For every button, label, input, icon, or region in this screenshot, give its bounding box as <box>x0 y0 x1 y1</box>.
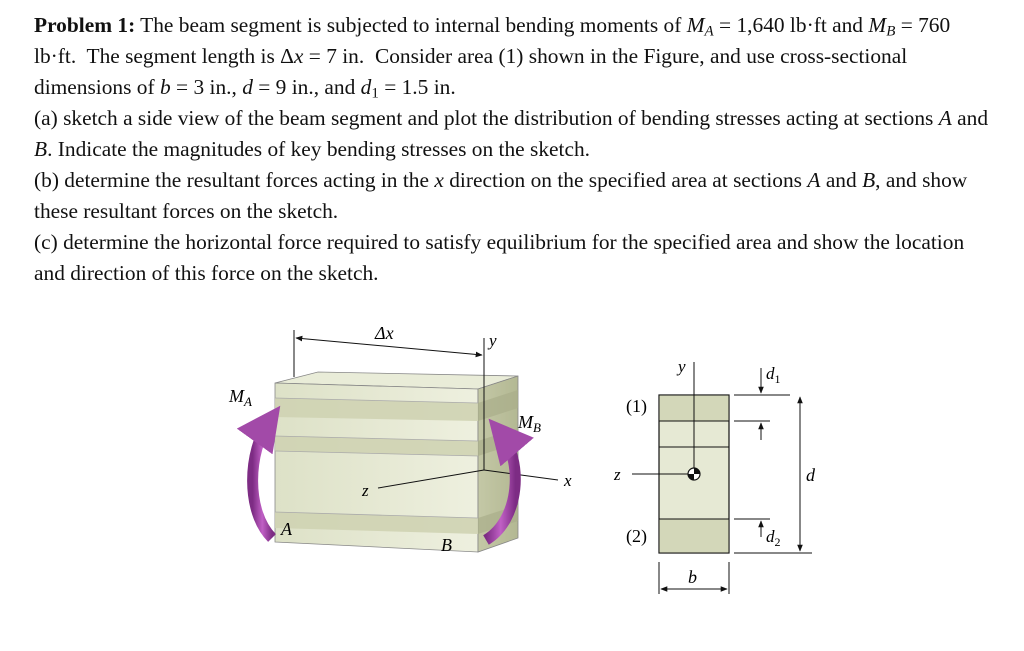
part-a-section-a: A <box>938 106 952 130</box>
d2-label-sym: d <box>766 527 775 546</box>
part-c-text: (c) determine the horizontal force required to satisfy equilibrium for the specified area and show the location and direction of this force on the sketch. <box>34 230 965 285</box>
mb-label-sym: M <box>518 412 533 432</box>
part-a-text-1: (a) sketch a side view of the beam segment and plot the distribution of bending stresses acting at sections <box>34 106 934 130</box>
part-a <box>34 103 996 165</box>
intro-text-3: Consider area (1) shown in the Figure, and use cross-sectional dimensions of <box>34 44 908 99</box>
ma-value: = 1,640 lb·ft and <box>719 13 863 37</box>
beam-3d <box>275 372 518 552</box>
section-y-label: y <box>678 357 686 376</box>
d-value: = 9 in., and <box>258 75 356 99</box>
section-a-label: A <box>281 519 292 539</box>
intro-text-1: The beam segment is subjected to internal bending moments of <box>140 13 682 37</box>
area-2 <box>659 519 729 553</box>
problem-paragraph <box>34 10 996 103</box>
ma-label <box>228 386 252 409</box>
part-b-text-3: , and show these resultant forces on the sketch. <box>34 168 968 223</box>
part-b-text-1: (b) determine the resultant forces acting in the <box>34 168 429 192</box>
mb-value: = 760 lb·ft. <box>34 13 951 68</box>
d1-label-sym: d <box>766 364 775 383</box>
delta-x-var: x <box>293 44 304 68</box>
ma-label-sym: M <box>229 386 244 406</box>
section-z-label: z <box>614 465 621 484</box>
d-label: d <box>806 465 815 485</box>
part-b-section-b: B <box>862 168 876 192</box>
intro-text-2: The segment length is Δ <box>86 44 294 68</box>
area-2-label: (2) <box>626 526 647 546</box>
d1-subscript: 1 <box>371 85 379 102</box>
part-b-section-a: A <box>807 168 821 192</box>
moment-ma <box>228 386 272 538</box>
part-b-and: and <box>825 168 857 192</box>
d2-label <box>766 527 781 549</box>
part-b-text-2: direction on the specified area at sections <box>449 168 803 192</box>
mb-subscript: B <box>886 23 896 40</box>
d1-symbol: d <box>360 75 372 99</box>
part-b <box>34 165 996 227</box>
beam-x-label: x <box>564 471 572 490</box>
d1-label-sub: 1 <box>774 372 781 386</box>
d-symbol: d <box>242 75 253 99</box>
part-a-section-b: B <box>34 137 48 161</box>
part-a-and: and <box>957 106 989 130</box>
ma-symbol: M <box>686 13 705 37</box>
mb-label <box>517 412 541 435</box>
b-label: b <box>688 567 697 587</box>
problem-label: Problem 1: <box>34 13 136 37</box>
area-1-label: (1) <box>626 396 647 416</box>
part-a-text-2: . Indicate the magnitudes of key bending stresses on the sketch. <box>47 137 591 161</box>
beam-y-label: y <box>489 331 497 350</box>
beam-figure <box>0 300 1024 651</box>
ma-label-sub: A <box>244 394 252 409</box>
delta-x-value: = 7 in. <box>308 44 365 68</box>
d2-label-sub: 2 <box>774 535 781 549</box>
beam-z-label: z <box>362 481 369 500</box>
delta-x-label: Δx <box>375 323 394 343</box>
part-c <box>34 227 996 289</box>
d1-value: = 1.5 in. <box>384 75 456 99</box>
delta-x-dimension <box>294 323 482 377</box>
b-symbol: b <box>159 75 171 99</box>
moment-ma-arrow <box>253 420 272 538</box>
section-b-label: B <box>441 535 452 555</box>
problem-statement <box>34 10 996 289</box>
ma-subscript: A <box>704 23 714 40</box>
mb-symbol: M <box>868 13 887 37</box>
cross-section <box>613 357 816 594</box>
d1-label <box>766 364 781 386</box>
centroid-icon <box>688 468 700 480</box>
mb-label-sub: B <box>533 420 541 435</box>
b-value: = 3 in., <box>176 75 237 99</box>
part-b-x: x <box>434 168 444 192</box>
